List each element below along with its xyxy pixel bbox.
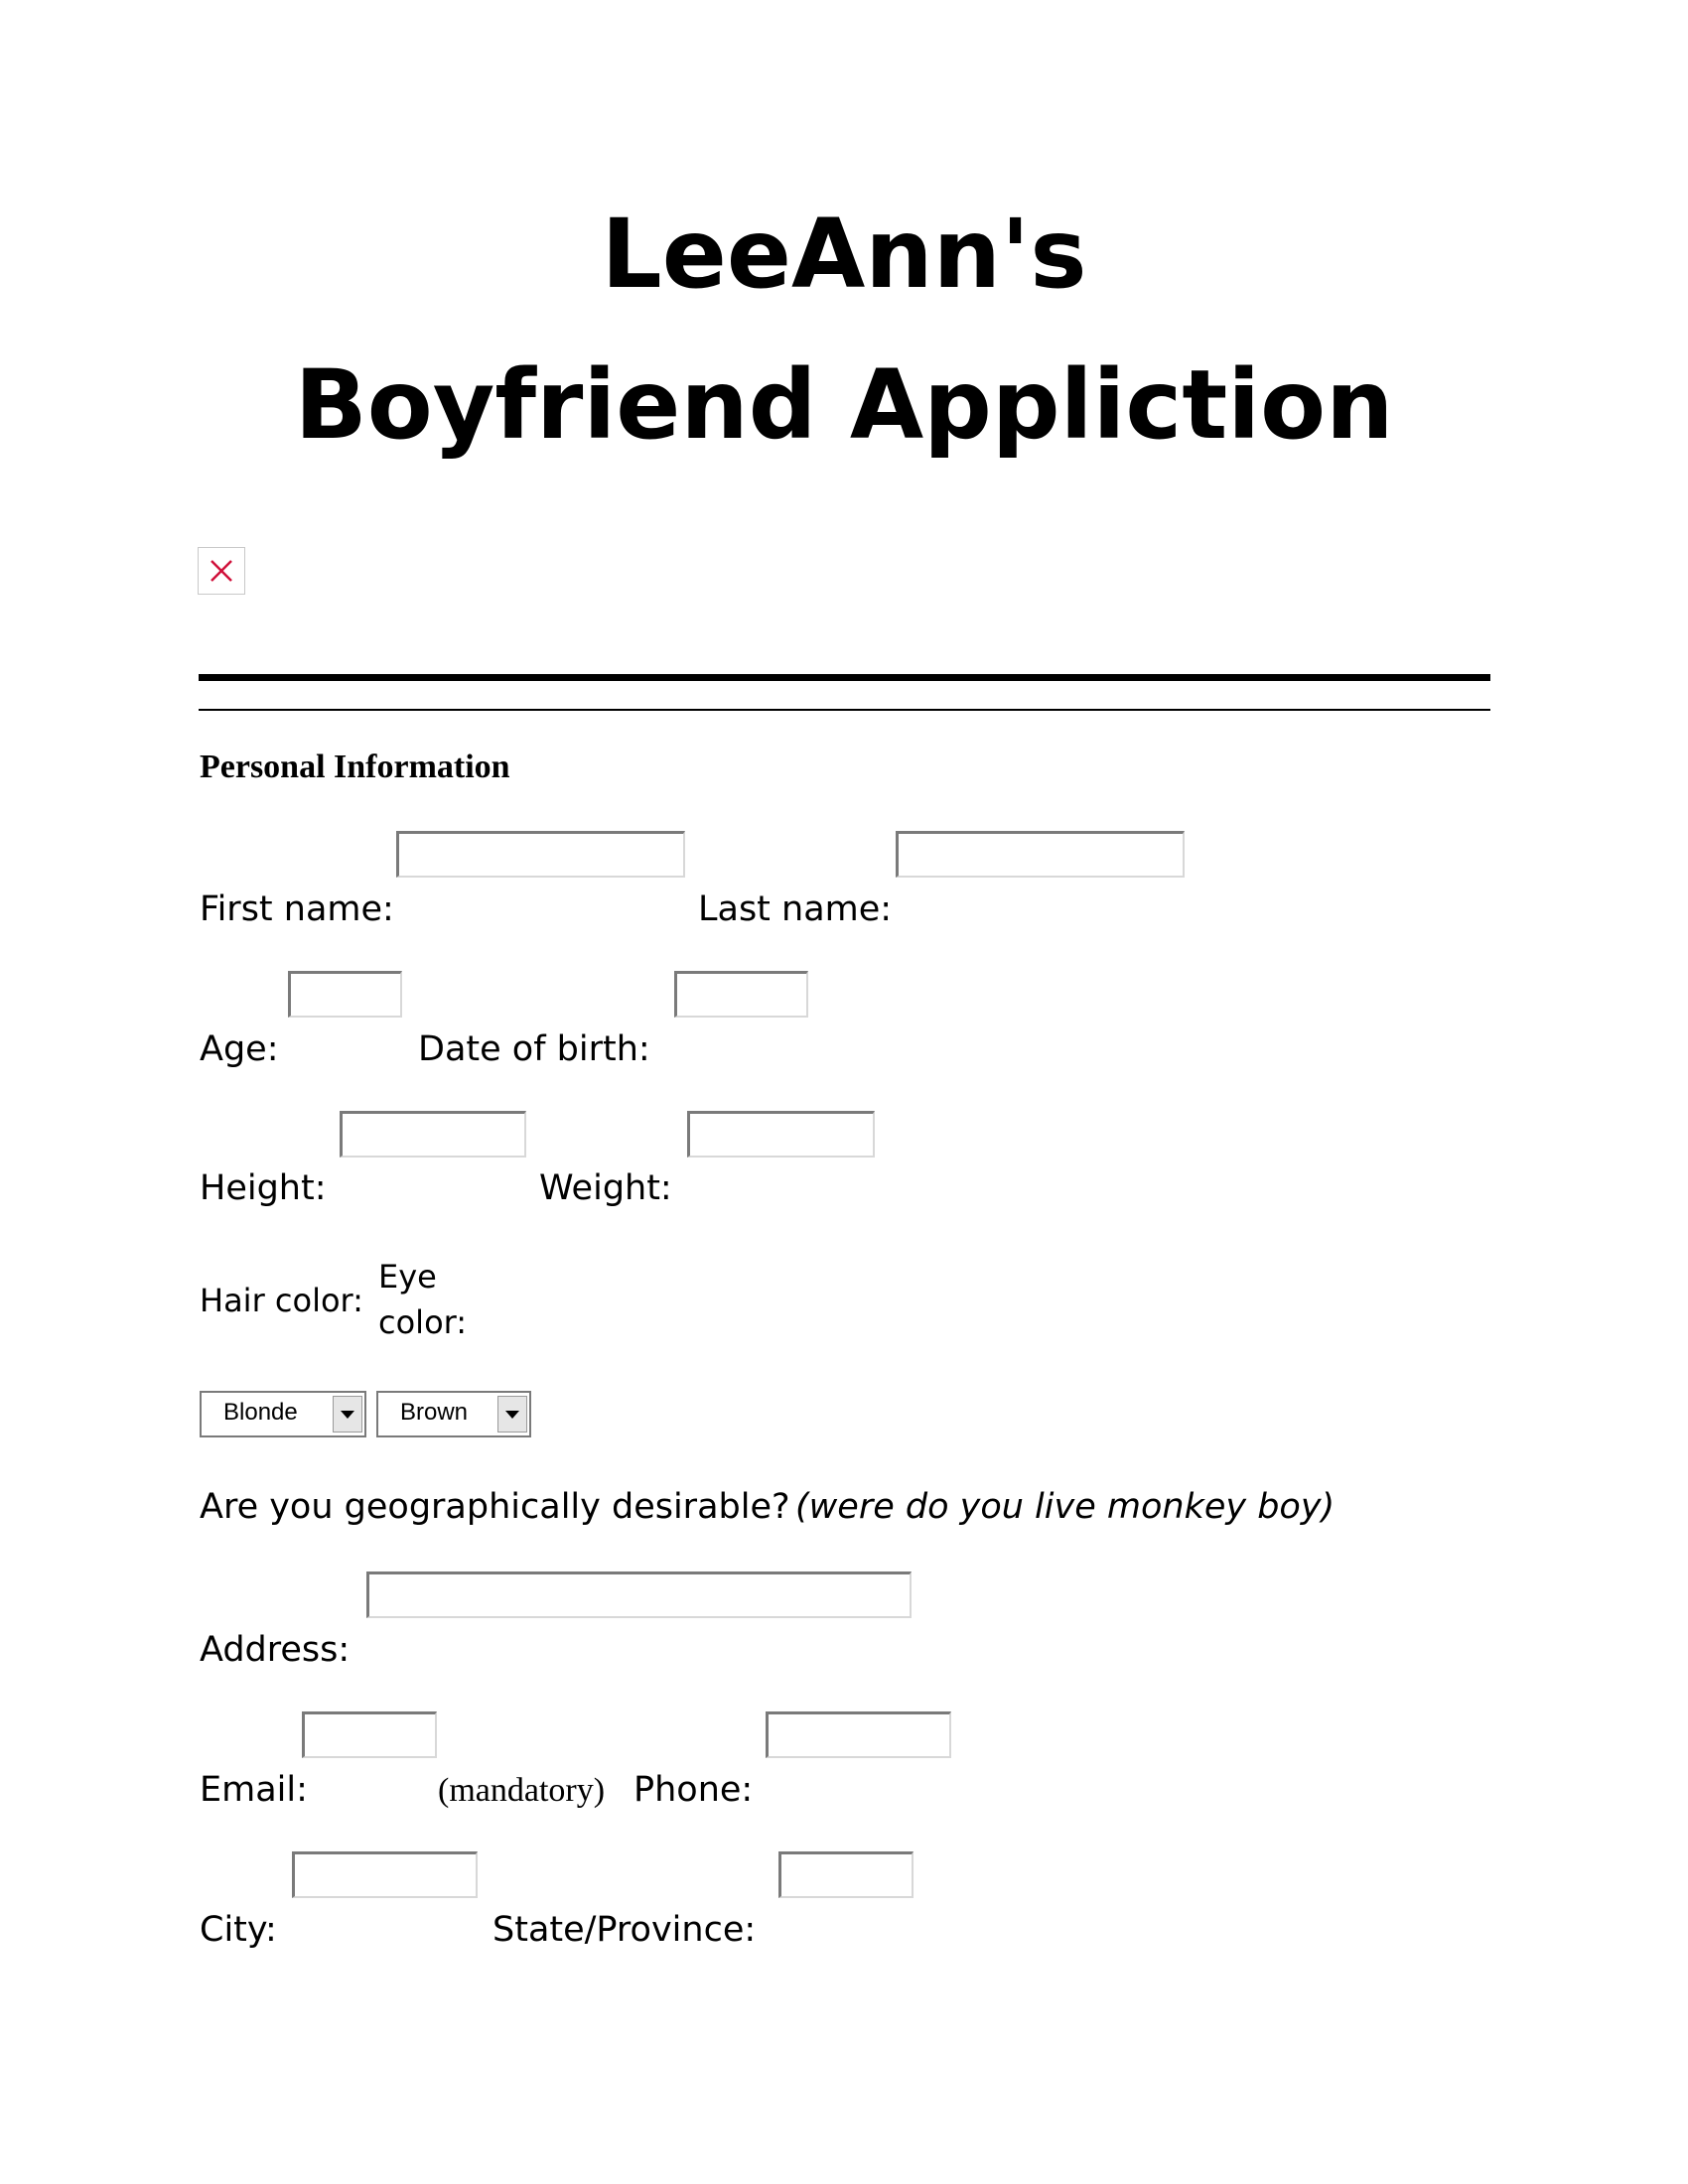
weight-field[interactable] [687, 1111, 875, 1158]
chevron-down-icon[interactable] [497, 1396, 527, 1433]
first-name-label: First name: [200, 889, 394, 929]
weight-label: Weight: [539, 1168, 672, 1208]
email-mandatory-note: (mandatory) [438, 1772, 606, 1809]
city-field[interactable] [292, 1851, 478, 1898]
height-label: Height: [200, 1168, 327, 1208]
page-title-line-2: Boyfriend Appliction [294, 349, 1394, 461]
chevron-down-icon[interactable] [333, 1396, 362, 1433]
page-title-line-1: LeeAnn's [601, 199, 1087, 310]
date-of-birth-label: Date of birth: [418, 1029, 650, 1069]
email-field[interactable] [302, 1711, 437, 1758]
height-field[interactable] [340, 1111, 526, 1158]
divider-thin [199, 709, 1490, 711]
phone-label: Phone: [633, 1770, 754, 1810]
section-heading-personal-information: Personal Information [200, 749, 510, 785]
city-label: City: [200, 1910, 277, 1950]
eye-color-selected-value: Brown [400, 1399, 469, 1426]
hair-color-label: Hair color: [200, 1282, 363, 1319]
hair-color-select[interactable] [200, 1391, 366, 1437]
date-of-birth-field[interactable] [674, 971, 808, 1018]
email-label: Email: [200, 1770, 308, 1810]
first-name-field[interactable] [396, 831, 685, 878]
phone-field[interactable] [766, 1711, 951, 1758]
eye-color-label-line-1: Eye [378, 1258, 437, 1296]
state-province-field[interactable] [778, 1851, 914, 1898]
age-field[interactable] [288, 971, 402, 1018]
last-name-label: Last name: [698, 889, 893, 929]
hair-color-selected-value: Blonde [223, 1399, 298, 1426]
state-province-label: State/Province: [492, 1910, 757, 1950]
eye-color-label-line-2: color: [378, 1303, 468, 1341]
address-field[interactable] [366, 1571, 912, 1618]
last-name-field[interactable] [896, 831, 1185, 878]
broken-image-icon [198, 547, 245, 595]
address-label: Address: [200, 1630, 351, 1670]
geography-question: Are you geographically desirable? [200, 1487, 790, 1527]
geography-aside: (were do you live monkey boy) [795, 1487, 1336, 1527]
eye-color-select[interactable] [376, 1391, 531, 1437]
divider-thick [199, 674, 1490, 681]
age-label: Age: [200, 1029, 279, 1069]
